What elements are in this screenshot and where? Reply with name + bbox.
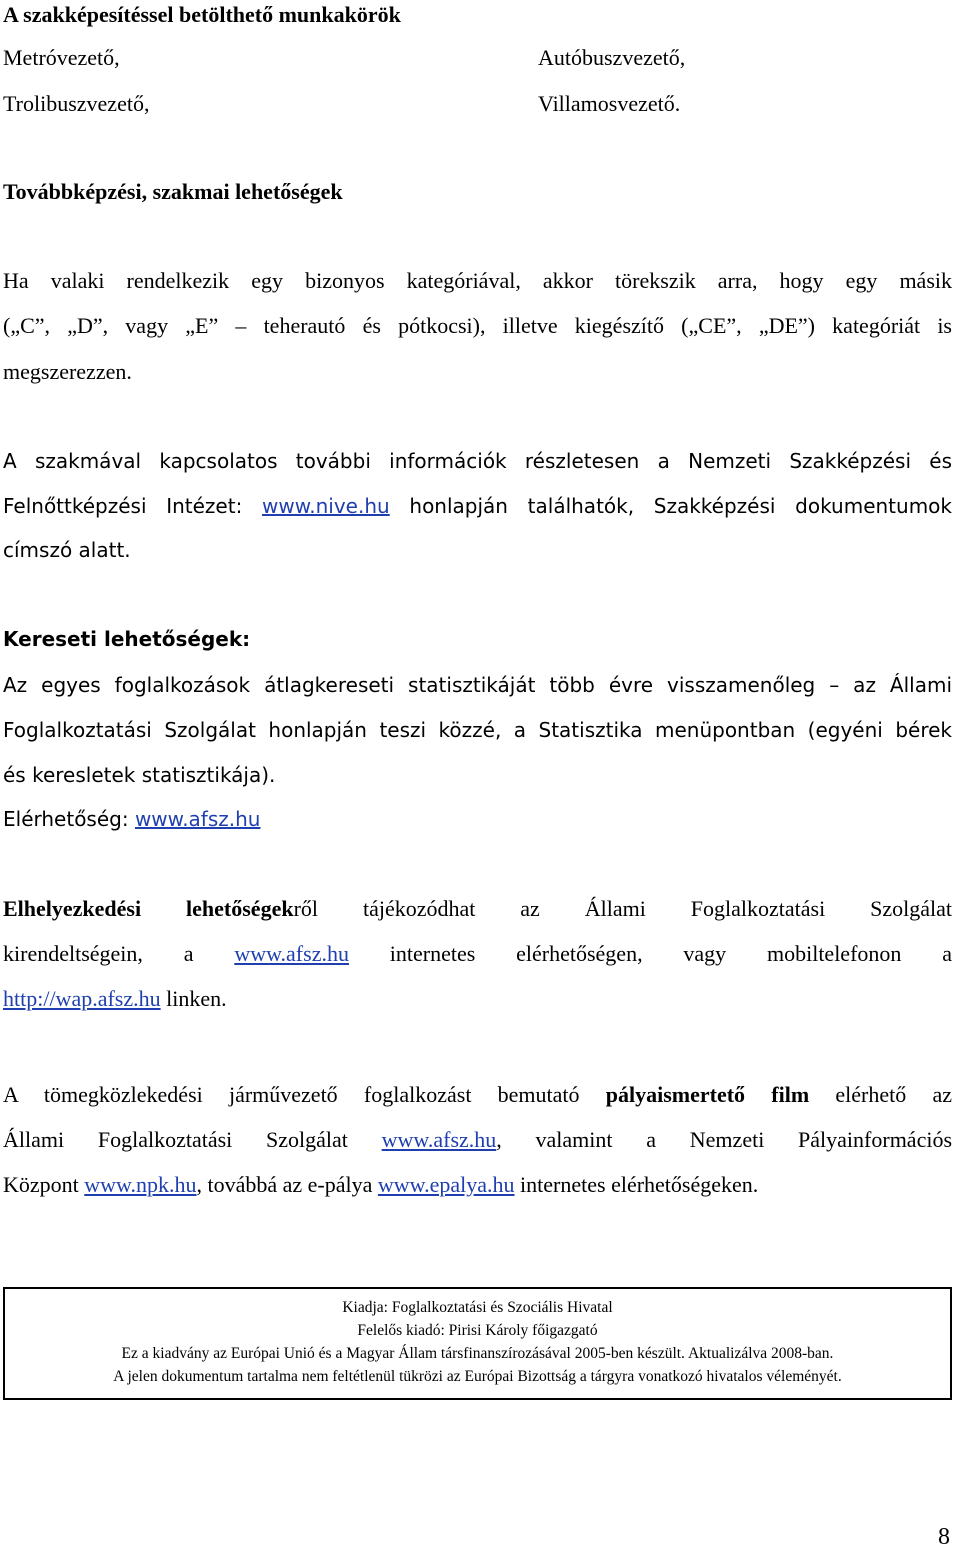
earnings-line: Foglalkoztatási Szolgálat honlapján teszi közzé, a Statisztika menüpontban (egyéni bérek bbox=[3, 718, 952, 742]
info-paragraph-line: címszó alatt. bbox=[3, 538, 131, 562]
film-line: Központ www.npk.hu, továbbá az e-pálya www.epalya.hu internetes elérhetőségeken. bbox=[3, 1172, 759, 1197]
info-paragraph-line: Felnőttképzési Intézet: www.nive.hu honlapján találhatók, Szakképzési dokumentumok bbox=[3, 494, 953, 518]
job-item-bus: Autóbuszvezető, bbox=[538, 45, 686, 70]
earnings-line: Az egyes foglalkozások átlagkereseti statisztikáját több évre visszamenőleg – az Állami bbox=[3, 673, 952, 697]
funding-line: Ez a kiadvány az Európai Unió és a Magyar Állam társfinanszírozásával 2005-ben készült. Aktualizálva 2008-ban. bbox=[121, 1345, 834, 1362]
npk-link[interactable]: www.npk.hu bbox=[84, 1172, 197, 1197]
earnings-line: és keresletek statisztikája). bbox=[3, 763, 276, 787]
page-number: 8 bbox=[938, 1524, 950, 1550]
training-paragraph-line: megszerezzen. bbox=[3, 359, 132, 384]
job-item-tram: Villamosvezető. bbox=[538, 91, 681, 116]
film-line: A tömegközlekedési járművezető foglalkozást bemutató pályaismertető film elérhető az bbox=[3, 1082, 953, 1107]
epalya-link[interactable]: www.epalya.hu bbox=[377, 1172, 515, 1197]
wap-afsz-link[interactable]: http://wap.afsz.hu bbox=[3, 986, 161, 1011]
publisher-box bbox=[3, 1287, 952, 1400]
job-item-metro: Metróvezető, bbox=[3, 45, 120, 70]
training-title: Továbbképzési, szakmai lehetőségek bbox=[3, 179, 343, 204]
responsible-editor-line: Felelős kiadó: Pirisi Károly főigazgató bbox=[357, 1322, 598, 1339]
placement-line: kirendeltségein, a www.afsz.hu internetes elérhetőségen, vagy mobiltelefonon a bbox=[3, 941, 952, 966]
training-paragraph-line: Ha valaki rendelkezik egy bizonyos kategóriával, akkor törekszik arra, hogy egy másik bbox=[3, 268, 952, 293]
film-line: Állami Foglalkoztatási Szolgálat www.afsz.hu, valamint a Nemzeti Pályainformációs bbox=[3, 1127, 953, 1152]
publisher-line: Kiadja: Foglalkoztatási és Szociális Hivatal bbox=[342, 1299, 613, 1316]
jobs-title: A szakképesítéssel betölthető munkakörök bbox=[3, 2, 401, 27]
info-paragraph-line: A szakmával kapcsolatos további információk részletesen a Nemzeti Szakképzési és bbox=[3, 449, 952, 473]
job-item-trolley: Trolibuszvezető, bbox=[3, 91, 150, 116]
afsz-link[interactable]: www.afsz.hu bbox=[134, 807, 261, 831]
earnings-contact: Elérhetőség: www.afsz.hu bbox=[3, 807, 261, 831]
placement-line: Elhelyezkedési lehetőségekről tájékozódhat az Állami Foglalkoztatási Szolgálat bbox=[3, 896, 953, 921]
disclaimer-line: A jelen dokumentum tartalma nem feltétlenül tükrözi az Európai Bizottság a tárgyra vonatkozó hivatalos véleményét. bbox=[113, 1368, 842, 1385]
earnings-title: Kereseti lehetőségek: bbox=[3, 627, 251, 651]
nive-link[interactable]: www.nive.hu bbox=[262, 494, 390, 518]
placement-line: http://wap.afsz.hu linken. bbox=[3, 986, 227, 1011]
afsz-link[interactable]: www.afsz.hu bbox=[381, 1127, 497, 1152]
afsz-link[interactable]: www.afsz.hu bbox=[234, 941, 349, 966]
training-paragraph-line: („C”, „D”, vagy „E” – teherautó és pótkocsi), illetve kiegészítő („CE”, „DE”) kategóriát is bbox=[3, 313, 952, 338]
